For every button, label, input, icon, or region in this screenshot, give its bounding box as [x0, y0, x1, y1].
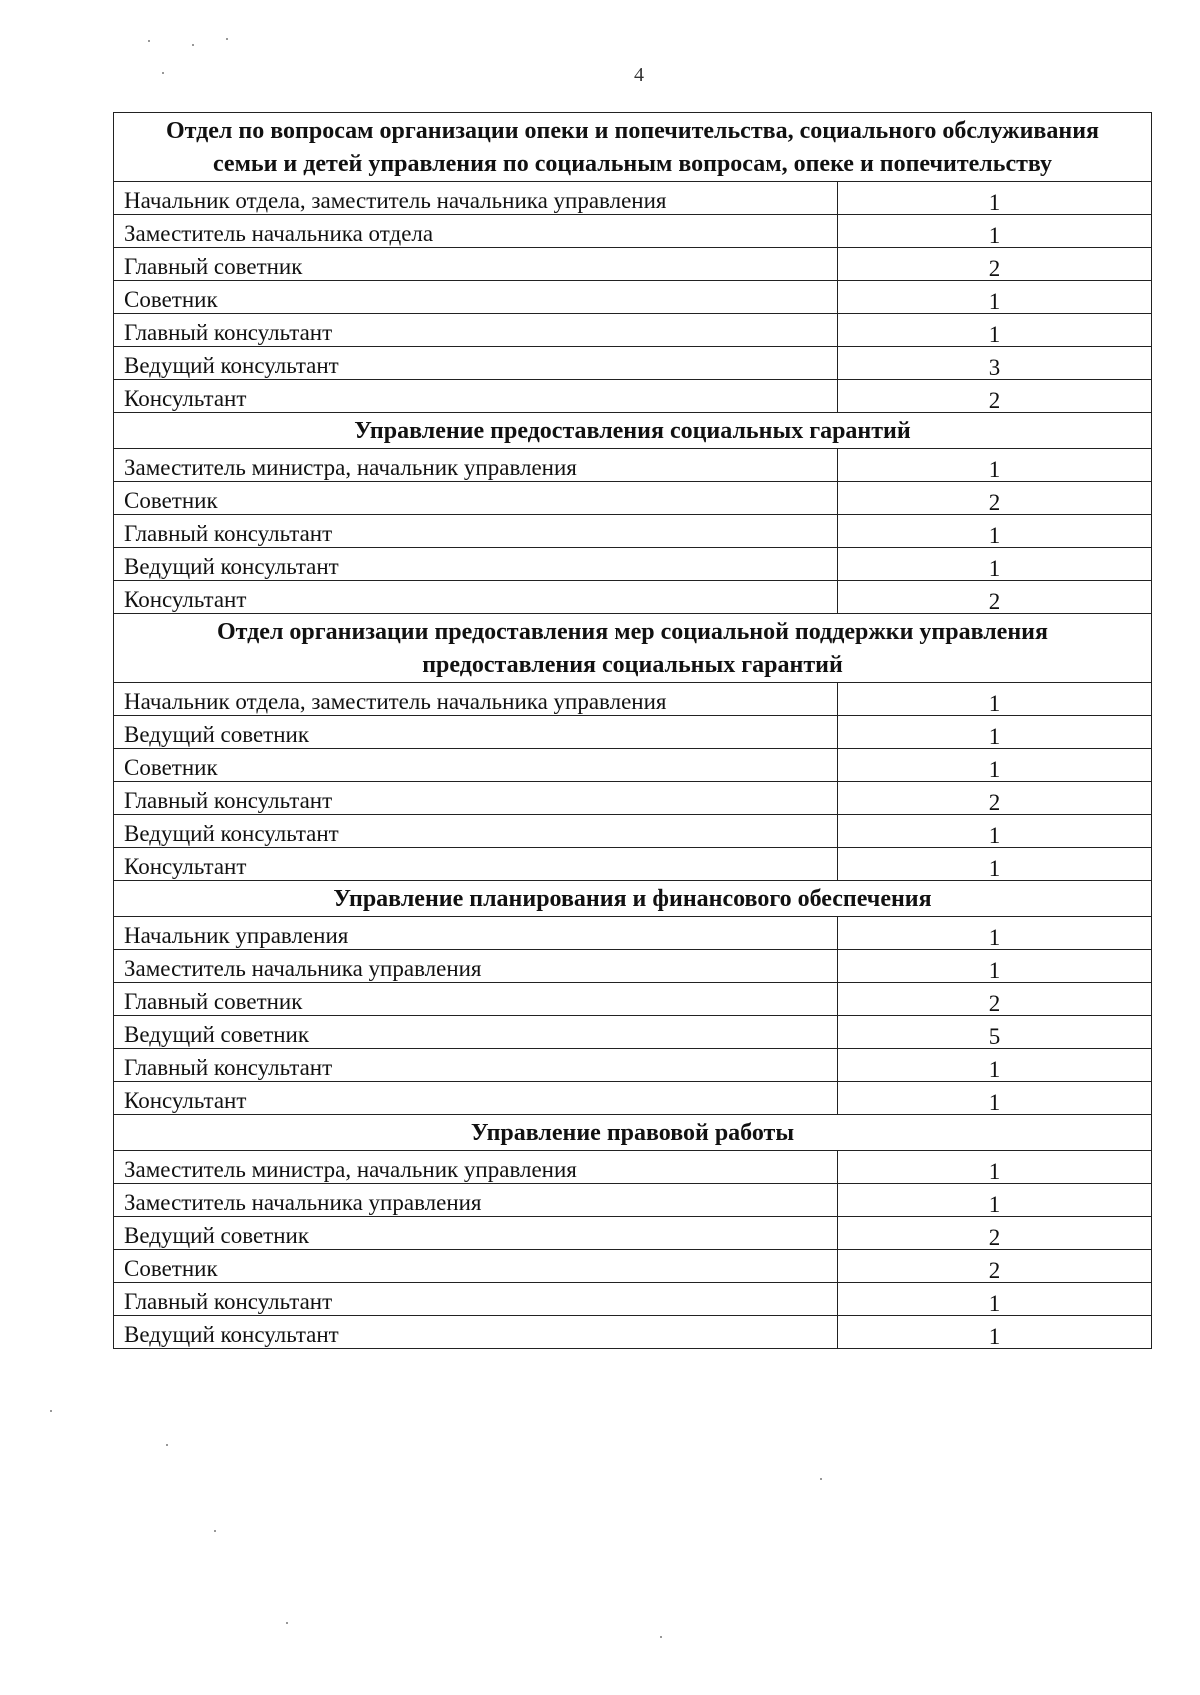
position-count: 1 — [838, 749, 1152, 782]
position-title: Главный консультант — [114, 1049, 838, 1082]
position-title: Заместитель начальника отдела — [114, 215, 838, 248]
scan-speck — [148, 40, 150, 42]
table-row — [114, 1316, 1152, 1349]
position-title: Начальник отдела, заместитель начальника управления — [114, 182, 838, 215]
section-header-row — [114, 881, 1152, 917]
position-title: Консультант — [114, 380, 838, 413]
position-count: 1 — [838, 1049, 1152, 1082]
position-count: 3 — [838, 347, 1152, 380]
position-count: 1 — [838, 1283, 1152, 1316]
position-count: 1 — [838, 314, 1152, 347]
position-title: Главный советник — [114, 248, 838, 281]
section-title: Отдел по вопросам организации опеки и попечительства, социального обслуживания семьи и детей управления по социальным вопросам, опеке и попечительству — [114, 113, 1152, 182]
table-row — [114, 182, 1152, 215]
position-title: Консультант — [114, 581, 838, 614]
table-row — [114, 1217, 1152, 1250]
position-title: Начальник отдела, заместитель начальника управления — [114, 683, 838, 716]
section-title: Управление планирования и финансового обеспечения — [114, 881, 1152, 917]
position-title: Заместитель министра, начальник управления — [114, 1151, 838, 1184]
scan-speck — [660, 1636, 662, 1638]
staffing-table-body — [114, 113, 1152, 1349]
position-title: Советник — [114, 281, 838, 314]
scan-speck — [166, 1444, 168, 1446]
scan-speck — [50, 1410, 52, 1412]
position-title: Ведущий советник — [114, 1016, 838, 1049]
table-row — [114, 1016, 1152, 1049]
position-count: 1 — [838, 815, 1152, 848]
position-title: Советник — [114, 749, 838, 782]
position-title: Советник — [114, 1250, 838, 1283]
scan-speck — [820, 1478, 822, 1480]
position-count: 1 — [838, 215, 1152, 248]
section-header-row — [114, 413, 1152, 449]
position-count: 2 — [838, 782, 1152, 815]
position-count: 1 — [838, 716, 1152, 749]
section-title: Отдел организации предоставления мер социальной поддержки управления предоставления социальных гарантий — [114, 614, 1152, 683]
position-count: 1 — [838, 1184, 1152, 1217]
table-row — [114, 950, 1152, 983]
position-count: 1 — [838, 515, 1152, 548]
table-row — [114, 782, 1152, 815]
position-count: 2 — [838, 482, 1152, 515]
scan-speck — [192, 44, 194, 46]
position-count: 5 — [838, 1016, 1152, 1049]
table-row — [114, 1151, 1152, 1184]
table-row — [114, 248, 1152, 281]
position-count: 1 — [838, 950, 1152, 983]
table-row — [114, 716, 1152, 749]
table-row — [114, 581, 1152, 614]
position-count: 1 — [838, 182, 1152, 215]
position-count: 1 — [838, 917, 1152, 950]
position-count: 1 — [838, 449, 1152, 482]
section-title: Управление предоставления социальных гарантий — [114, 413, 1152, 449]
section-title: Управление правовой работы — [114, 1115, 1152, 1151]
position-count: 1 — [838, 1151, 1152, 1184]
position-count: 2 — [838, 1250, 1152, 1283]
scan-speck — [162, 72, 164, 74]
position-title: Главный консультант — [114, 782, 838, 815]
position-count: 1 — [838, 281, 1152, 314]
table-row — [114, 1049, 1152, 1082]
table-row — [114, 983, 1152, 1016]
position-title: Консультант — [114, 848, 838, 881]
position-title: Главный советник — [114, 983, 838, 1016]
table-row — [114, 749, 1152, 782]
table-row — [114, 215, 1152, 248]
table-row — [114, 548, 1152, 581]
table-row — [114, 449, 1152, 482]
table-row — [114, 683, 1152, 716]
position-count: 1 — [838, 1316, 1152, 1349]
position-title: Ведущий консультант — [114, 548, 838, 581]
table-row — [114, 815, 1152, 848]
table-row — [114, 482, 1152, 515]
position-title: Главный консультант — [114, 1283, 838, 1316]
section-header-row — [114, 113, 1152, 182]
table-row — [114, 917, 1152, 950]
table-row — [114, 515, 1152, 548]
table-row — [114, 1283, 1152, 1316]
position-count: 1 — [838, 683, 1152, 716]
position-title: Ведущий советник — [114, 716, 838, 749]
page-number: 4 — [634, 64, 644, 86]
scan-speck — [226, 38, 228, 40]
position-count: 2 — [838, 248, 1152, 281]
position-count: 2 — [838, 380, 1152, 413]
position-count: 2 — [838, 581, 1152, 614]
position-title: Главный консультант — [114, 515, 838, 548]
position-title: Заместитель министра, начальник управления — [114, 449, 838, 482]
position-title: Главный консультант — [114, 314, 838, 347]
position-title: Ведущий консультант — [114, 815, 838, 848]
position-title: Ведущий консультант — [114, 347, 838, 380]
scan-speck — [214, 1530, 216, 1532]
position-count: 1 — [838, 848, 1152, 881]
position-count: 1 — [838, 1082, 1152, 1115]
position-title: Ведущий советник — [114, 1217, 838, 1250]
position-title: Начальник управления — [114, 917, 838, 950]
position-count: 1 — [838, 548, 1152, 581]
position-title: Консультант — [114, 1082, 838, 1115]
position-title: Ведущий консультант — [114, 1316, 838, 1349]
section-header-row — [114, 1115, 1152, 1151]
table-row — [114, 1250, 1152, 1283]
staffing-table — [113, 112, 1152, 1349]
position-title: Заместитель начальника управления — [114, 1184, 838, 1217]
position-count: 2 — [838, 1217, 1152, 1250]
table-row — [114, 281, 1152, 314]
section-header-row — [114, 614, 1152, 683]
position-title: Заместитель начальника управления — [114, 950, 838, 983]
table-row — [114, 314, 1152, 347]
scan-speck — [286, 1622, 288, 1624]
table-row — [114, 380, 1152, 413]
position-title: Советник — [114, 482, 838, 515]
table-row — [114, 1082, 1152, 1115]
table-row — [114, 848, 1152, 881]
position-count: 2 — [838, 983, 1152, 1016]
table-row — [114, 1184, 1152, 1217]
table-row — [114, 347, 1152, 380]
